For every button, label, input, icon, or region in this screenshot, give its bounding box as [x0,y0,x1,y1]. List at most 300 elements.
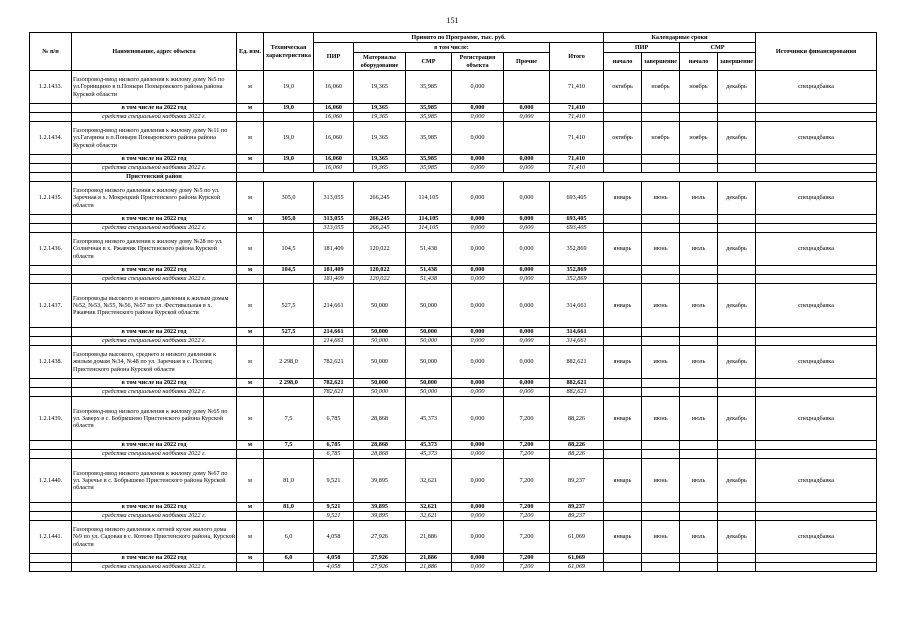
pir-end: июнь [642,233,680,266]
other-value: 0,000 [504,337,550,346]
tech-spec [264,563,314,572]
object-name: Газопроводы высокого, среднего и низкого давления к жилым домам №34, №48 по ул. Заречная в с. Пселец Пристенского района Курской области [72,346,237,379]
row-number: 1.2.1437. [30,284,72,328]
materials-value: 28,868 [354,441,406,450]
tech-spec [264,164,314,173]
materials-value: 50,000 [354,346,406,379]
table-row [30,346,877,379]
pir-start: январь [604,397,642,441]
empty-cell [718,266,756,275]
district-row [30,173,877,182]
pir-value: 16,060 [314,122,354,155]
pir-start: январь [604,459,642,503]
smr-end: декабрь [718,284,756,328]
registration-value: 0,000 [452,284,504,328]
empty-cell [680,164,718,173]
empty-cell [30,266,72,275]
registration-value: 0,000 [452,521,504,554]
total-value: 314,661 [550,337,604,346]
total-value: 71,410 [550,155,604,164]
other-value: 0,000 [504,266,550,275]
empty-cell [718,554,756,563]
year-total-row [30,104,877,113]
empty-cell [718,450,756,459]
total-value: 314,661 [550,328,604,337]
empty-cell [30,512,72,521]
header-pir: ПИР [314,43,354,71]
empty-cell [642,450,680,459]
smr-value: 35,985 [406,104,452,113]
smr-value: 35,985 [406,113,452,122]
unit: м [237,215,264,224]
empty-cell [680,337,718,346]
total-value: 71,410 [550,113,604,122]
materials-value: 19,365 [354,164,406,173]
row-number: 1.2.1440. [30,459,72,503]
tech-spec: 305,0 [264,182,314,215]
materials-value: 50,000 [354,284,406,328]
empty-cell [604,164,642,173]
table-row [30,71,877,104]
smr-end: декабрь [718,397,756,441]
total-value: 352,869 [550,233,604,266]
smr-end: декабрь [718,233,756,266]
other-value: 7,200 [504,503,550,512]
smr-value: 21,886 [406,521,452,554]
smr-start: июль [680,521,718,554]
smr-value: 45,373 [406,450,452,459]
page-number: 151 [446,16,459,25]
empty-cell [642,388,680,397]
other-value: 0,000 [504,388,550,397]
materials-value: 27,926 [354,521,406,554]
pir-end: июнь [642,284,680,328]
other-value: 0,000 [504,164,550,173]
materials-value: 50,000 [354,388,406,397]
empty-cell [756,215,877,224]
registration-value: 0,000 [452,512,504,521]
tech-spec: 19,0 [264,104,314,113]
object-name: средства специальной надбавки 2022 г. [72,164,237,173]
registration-value: 0,000 [452,104,504,113]
registration-value: 0,000 [452,388,504,397]
pir-start: январь [604,521,642,554]
unit: м [237,554,264,563]
empty-cell [718,503,756,512]
materials-value: 27,926 [354,554,406,563]
funding-source: спецнадбавка [756,122,877,155]
empty-cell [604,328,642,337]
empty-cell [680,215,718,224]
table-body [30,71,877,572]
total-value: 693,405 [550,182,604,215]
tech-spec: 527,5 [264,328,314,337]
unit [237,512,264,521]
row-number: 1.2.1438. [30,346,72,379]
empty-cell [756,450,877,459]
subsidy-row [30,563,877,572]
smr-value: 32,621 [406,512,452,521]
registration-value: 0,000 [452,441,504,450]
table-row [30,521,877,554]
pir-value: 181,409 [314,275,354,284]
pir-start: январь [604,284,642,328]
materials-value: 19,365 [354,122,406,155]
registration-value: 0,000 [452,122,504,155]
empty-cell [718,563,756,572]
empty-cell [718,388,756,397]
unit: м [237,71,264,104]
year-total-row [30,266,877,275]
total-value: 89,237 [550,459,604,503]
smr-end: декабрь [718,182,756,215]
pir-end: июнь [642,182,680,215]
registration-value: 0,000 [452,182,504,215]
header-name: Наименование, адрес объекта [72,33,237,71]
pir-value: 9,521 [314,503,354,512]
object-name: Газопровод низкого давления к жилому дому №28 по ул. Солнечная в х. Ржавчик Пристенского района Курской области [72,233,237,266]
pir-value: 181,409 [314,266,354,275]
pir-value: 214,661 [314,328,354,337]
pir-start: январь [604,233,642,266]
table-row [30,459,877,503]
empty-cell [680,379,718,388]
district-name: Пристенский район [72,173,237,182]
empty-cell [642,563,680,572]
total-value: 882,621 [550,388,604,397]
unit [237,337,264,346]
materials-value: 266,245 [354,182,406,215]
empty-cell [756,275,877,284]
pir-start: октябрь [604,71,642,104]
tech-spec [264,450,314,459]
empty-cell [680,450,718,459]
materials-value: 19,365 [354,104,406,113]
empty-cell [604,337,642,346]
row-number: 1.2.1434. [30,122,72,155]
empty-cell [756,155,877,164]
header-source: Источники финансирования [756,33,877,71]
empty-cell [718,512,756,521]
materials-value: 27,926 [354,563,406,572]
tech-spec: 7,5 [264,397,314,441]
empty-cell [680,113,718,122]
unit: м [237,284,264,328]
smr-end: декабрь [718,459,756,503]
empty-cell [604,113,642,122]
object-name: Газопровод-ввод низкого давления к жилому дому №65 по ул. Заверх в с. Бобрышево Пристенского района Курской области [72,397,237,441]
smr-value: 50,000 [406,328,452,337]
empty-cell [718,164,756,173]
tech-spec: 7,5 [264,441,314,450]
empty-cell [718,155,756,164]
empty-cell [756,379,877,388]
empty-cell [30,337,72,346]
row-number: 1.2.1435. [30,182,72,215]
funding-source: спецнадбавка [756,346,877,379]
registration-value: 0,000 [452,266,504,275]
tech-spec [264,224,314,233]
pir-value: 9,521 [314,459,354,503]
program-table-wrapper [29,32,877,572]
total-value: 71,410 [550,71,604,104]
object-name: в том числе на 2022 год [72,104,237,113]
object-name: Газопровод-ввод низкого давления к жилому дому №5 по ул.Горнищино в п.Поныри Поныровского района района Курской области [72,71,237,104]
pir-end: ноябрь [642,71,680,104]
unit: м [237,266,264,275]
pir-end: ноябрь [642,122,680,155]
empty-cell [30,450,72,459]
smr-value: 21,886 [406,563,452,572]
empty-cell [680,512,718,521]
smr-value: 50,000 [406,388,452,397]
object-name: в том числе на 2022 год [72,554,237,563]
header-end-pir: завершение [642,53,680,71]
registration-value: 0,000 [452,224,504,233]
tech-spec [264,512,314,521]
empty-cell [30,104,72,113]
smr-value: 51,438 [406,266,452,275]
registration-value: 0,000 [452,397,504,441]
unit [237,450,264,459]
smr-value: 35,985 [406,164,452,173]
smr-value: 45,373 [406,397,452,441]
header-unit: Ед. изм. [237,33,264,71]
total-value: 693,405 [550,224,604,233]
empty-cell [30,388,72,397]
empty-cell [642,164,680,173]
registration-value: 0,000 [452,328,504,337]
empty-cell [30,155,72,164]
materials-value: 50,000 [354,337,406,346]
smr-start: июль [680,182,718,215]
pir-value: 6,785 [314,441,354,450]
tech-spec: 104,5 [264,233,314,266]
smr-value: 114,105 [406,182,452,215]
empty-cell [604,441,642,450]
empty-cell [642,441,680,450]
smr-value: 32,621 [406,503,452,512]
materials-value: 39,895 [354,503,406,512]
smr-start: июль [680,397,718,441]
header-including: в том числе: [354,43,550,53]
header-num: № п/п [30,33,72,71]
pir-value: 6,785 [314,450,354,459]
registration-value: 0,000 [452,554,504,563]
unit [237,275,264,284]
registration-value: 0,000 [452,113,504,122]
empty-cell [718,224,756,233]
object-name: в том числе на 2022 год [72,266,237,275]
materials-value: 19,365 [354,71,406,104]
funding-source: спецнадбавка [756,182,877,215]
unit [237,563,264,572]
unit: м [237,182,264,215]
empty-cell [604,275,642,284]
empty-cell [642,215,680,224]
year-total-row [30,328,877,337]
table-header [30,33,877,71]
unit: м [237,397,264,441]
pir-value: 313,055 [314,224,354,233]
empty-cell [642,328,680,337]
empty-cell [30,275,72,284]
object-name: в том числе на 2022 год [72,379,237,388]
total-value: 693,405 [550,215,604,224]
object-name: Газопроводы высокого и низкого давления к жилым домам №52, №53, №55, №56, №57 по ул. Фестивальная в х. Ржавчик Пристенского района Курской области [72,284,237,328]
total-value: 352,869 [550,266,604,275]
object-name: Газопровод-ввод низкого давления к жилому дому №67 по ул. Заречье в с. Бобрышево Пристенского района Курской области [72,459,237,503]
total-value: 314,661 [550,284,604,328]
pir-value: 313,055 [314,182,354,215]
smr-value: 51,438 [406,233,452,266]
pir-start: октябрь [604,122,642,155]
empty-cell [756,503,877,512]
empty-cell [642,224,680,233]
empty-cell [718,215,756,224]
subsidy-row [30,275,877,284]
subsidy-row [30,512,877,521]
object-name: средства специальной надбавки 2022 г. [72,512,237,521]
empty-cell [642,337,680,346]
empty-cell [604,388,642,397]
header-start-pir: начало [604,53,642,71]
object-name: в том числе на 2022 год [72,503,237,512]
smr-start: июль [680,284,718,328]
tech-spec [264,337,314,346]
empty-cell [718,113,756,122]
other-value: 7,200 [504,397,550,441]
empty-cell [30,328,72,337]
smr-value: 50,000 [406,284,452,328]
smr-end: декабрь [718,346,756,379]
smr-value: 50,000 [406,337,452,346]
materials-value: 50,000 [354,379,406,388]
object-name: средства специальной надбавки 2022 г. [72,563,237,572]
other-value: 0,000 [504,215,550,224]
pir-end: июнь [642,521,680,554]
other-value: 7,200 [504,512,550,521]
smr-value: 32,621 [406,459,452,503]
program-table [29,32,877,572]
row-number: 1.2.1441. [30,521,72,554]
empty-cell [642,266,680,275]
smr-end: декабрь [718,122,756,155]
empty-cell [642,379,680,388]
empty-cell [756,104,877,113]
total-value: 61,069 [550,563,604,572]
empty-cell [680,104,718,113]
empty-cell [718,104,756,113]
empty-cell [680,266,718,275]
year-total-row [30,503,877,512]
unit: м [237,122,264,155]
registration-value: 0,000 [452,71,504,104]
funding-source: спецнадбавка [756,521,877,554]
empty-cell [756,512,877,521]
funding-source: спецнадбавка [756,397,877,441]
year-total-row [30,441,877,450]
tech-spec: 104,5 [264,266,314,275]
unit: м [237,459,264,503]
empty-cell [718,275,756,284]
empty-cell [30,379,72,388]
pir-value: 214,661 [314,284,354,328]
row-number: 1.2.1436. [30,233,72,266]
subsidy-row [30,224,877,233]
registration-value: 0,000 [452,337,504,346]
smr-value: 51,438 [406,275,452,284]
empty-cell [642,275,680,284]
pir-value: 4,058 [314,554,354,563]
other-value: 0,000 [504,182,550,215]
pir-value: 181,409 [314,233,354,266]
total-value: 61,069 [550,521,604,554]
materials-value: 50,000 [354,328,406,337]
other-value: 0,000 [504,224,550,233]
registration-value: 0,000 [452,275,504,284]
pir-end: июнь [642,459,680,503]
table-row [30,182,877,215]
smr-start: июль [680,346,718,379]
empty-cell [756,554,877,563]
funding-source: спецнадбавка [756,71,877,104]
other-value: 7,200 [504,441,550,450]
header-cal-smr: СМР [680,43,756,53]
smr-start: июль [680,459,718,503]
other-value: 0,000 [504,284,550,328]
smr-value: 35,985 [406,122,452,155]
tech-spec: 81,0 [264,503,314,512]
total-value: 71,410 [550,122,604,155]
object-name: средства специальной надбавки 2022 г. [72,113,237,122]
empty-cell [642,503,680,512]
other-value: 0,000 [504,233,550,266]
empty-cell [680,441,718,450]
pir-value: 782,621 [314,379,354,388]
year-total-row [30,155,877,164]
smr-value: 50,000 [406,379,452,388]
registration-value: 0,000 [452,563,504,572]
materials-value: 120,022 [354,266,406,275]
pir-value: 782,621 [314,388,354,397]
empty-cell [718,379,756,388]
object-name: средства специальной надбавки 2022 г. [72,275,237,284]
unit: м [237,521,264,554]
other-value: 7,200 [504,563,550,572]
unit: м [237,328,264,337]
total-value: 88,226 [550,441,604,450]
smr-value: 114,105 [406,224,452,233]
header-registration: Регистрация объекта [452,53,504,71]
table-row [30,233,877,266]
empty-cell [680,554,718,563]
empty-cell [756,113,877,122]
empty-cell [680,388,718,397]
tech-spec: 2 298,0 [264,346,314,379]
registration-value: 0,000 [452,450,504,459]
registration-value: 0,000 [452,215,504,224]
unit: м [237,379,264,388]
pir-value: 16,060 [314,71,354,104]
other-value: 0,000 [504,328,550,337]
empty-cell [756,266,877,275]
tech-spec: 19,0 [264,71,314,104]
tech-spec: 527,5 [264,284,314,328]
registration-value: 0,000 [452,233,504,266]
registration-value: 0,000 [452,503,504,512]
smr-value: 35,985 [406,155,452,164]
